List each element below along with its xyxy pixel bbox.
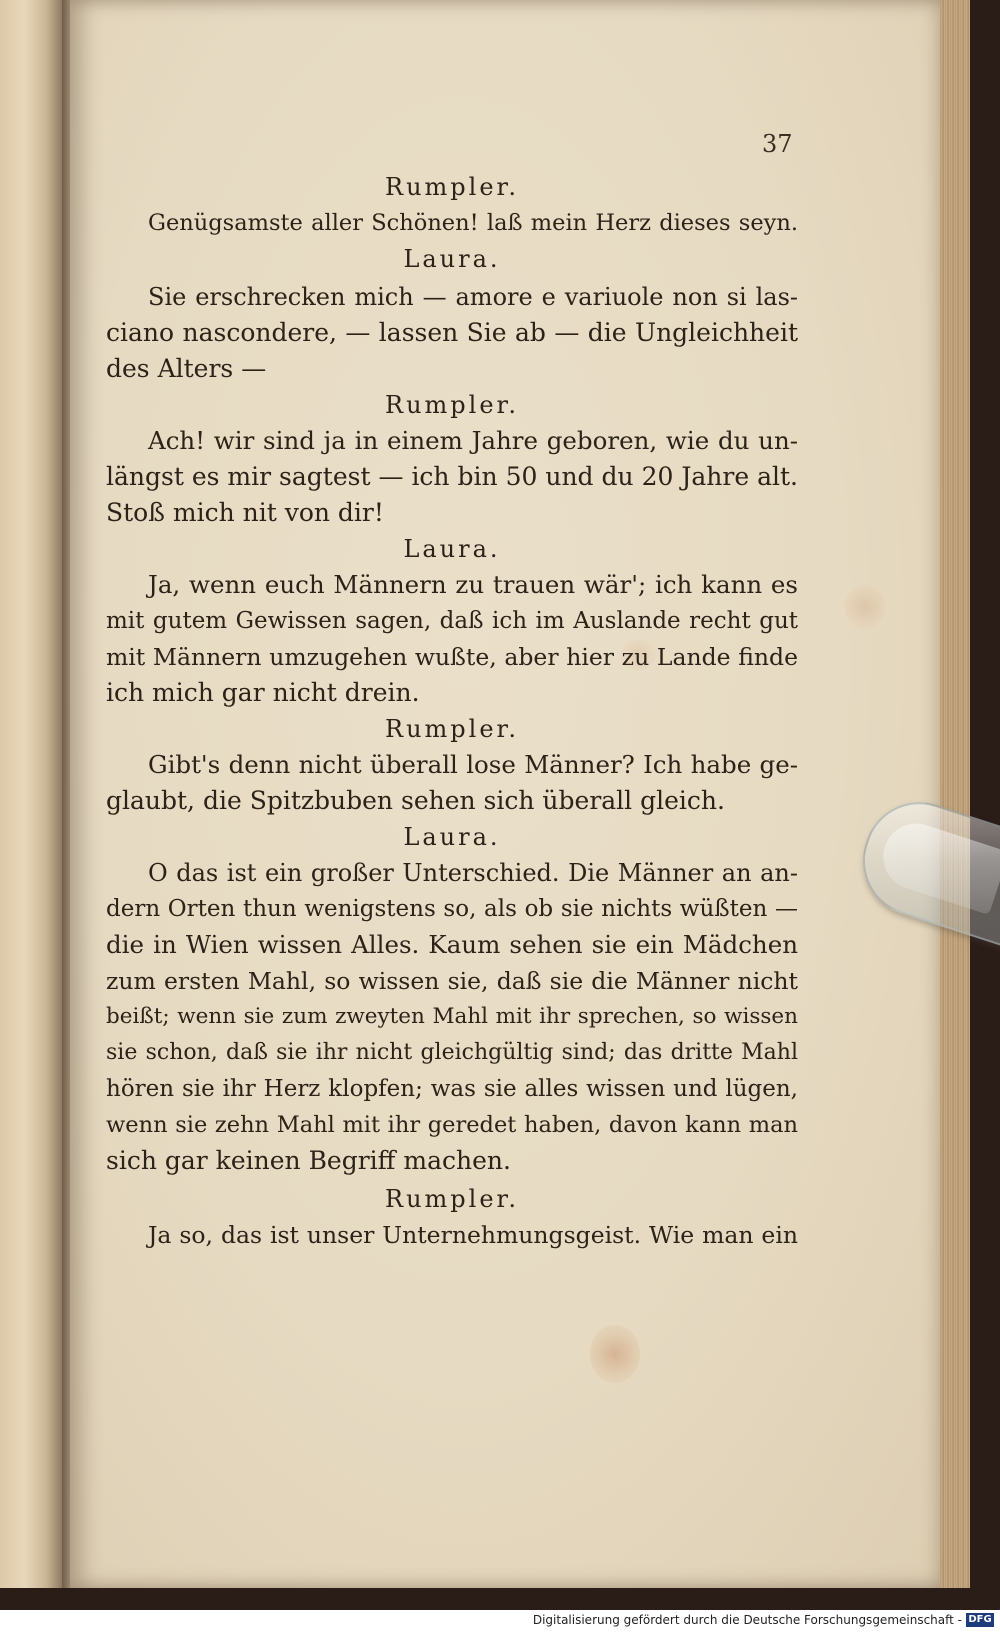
text-line: mit Männern umzugehen wußte, aber hier zu Lande finde xyxy=(106,643,798,671)
dfg-logo: DFG xyxy=(966,1613,994,1627)
text-line: mit gutem Gewissen sagen, daß ich im Auslande recht gut xyxy=(106,608,798,634)
page-edges xyxy=(940,0,970,1590)
text-line: die in Wien wissen Alles. Kaum sehen sie ein Mädchen xyxy=(106,930,798,959)
text-line: ciano nascondere, — lassen Sie ab — die Ungleichheit xyxy=(106,318,798,347)
text-line: Stoß mich nit von dir! xyxy=(106,498,384,527)
text-line: hören sie ihr Herz klopfen; was sie alles wissen und lügen, xyxy=(106,1076,798,1102)
text-line: Sie erschrecken mich — amore e variuole non si las- xyxy=(148,283,798,311)
text-line: zum ersten Mahl, so wissen sie, daß sie die Männer nicht xyxy=(106,967,798,995)
text-line: wenn sie zehn Mahl mit ihr geredet haben, davon kann man xyxy=(106,1112,798,1138)
background-bottom xyxy=(0,1588,1000,1610)
speaker-name: Rumpler. xyxy=(385,715,519,743)
text-line: beißt; wenn sie zum zweyten Mahl mit ihr sprechen, so wissen xyxy=(106,1004,798,1029)
speaker-name: Laura. xyxy=(403,245,501,273)
text-line: O das ist ein großer Unterschied. Die Männer an an- xyxy=(148,859,798,887)
speaker-name: Laura. xyxy=(403,823,501,851)
text-line: Genügsamste aller Schönen! laß mein Herz dieses seyn. xyxy=(148,210,798,236)
speaker-name: Rumpler. xyxy=(385,1185,519,1213)
speaker-name: Laura. xyxy=(403,535,501,563)
facing-page-edge xyxy=(0,0,62,1590)
text-line: des Alters — xyxy=(106,354,267,383)
text-line: Ja, wenn euch Männern zu trauen wär'; ich kann es xyxy=(148,570,798,599)
text-line: Gibt's denn nicht überall lose Männer? Ich habe ge- xyxy=(148,750,798,779)
text-line: ich mich gar nicht drein. xyxy=(106,678,420,707)
text-line: sie schon, daß sie ihr nicht gleichgültig sind; das dritte Mahl xyxy=(106,1040,798,1065)
text-line: Ach! wir sind ja in einem Jahre geboren, wie du un- xyxy=(148,426,798,455)
text-line: dern Orten thun wenigstens so, als ob sie nichts wüßten — xyxy=(106,896,798,922)
text-line: Ja so, das ist unser Unternehmungsgeist. Wie man ein xyxy=(148,1221,798,1249)
text-line: längst es mir sagtest — ich bin 50 und du 20 Jahre alt. xyxy=(106,462,798,491)
text-line: glaubt, die Spitzbuben sehen sich überall gleich. xyxy=(106,786,725,815)
paper-stain xyxy=(845,585,885,629)
speaker-name: Rumpler. xyxy=(385,173,519,201)
page-number: 37 xyxy=(762,130,793,158)
footer-credit: Digitalisierung gefördert durch die Deutsche Forschungsgemeinschaft - xyxy=(532,1613,962,1627)
text-line: sich gar keinen Begriff machen. xyxy=(106,1146,511,1175)
paper-stain xyxy=(590,1325,640,1383)
background-right xyxy=(970,0,1000,1610)
speaker-name: Rumpler. xyxy=(385,391,519,419)
